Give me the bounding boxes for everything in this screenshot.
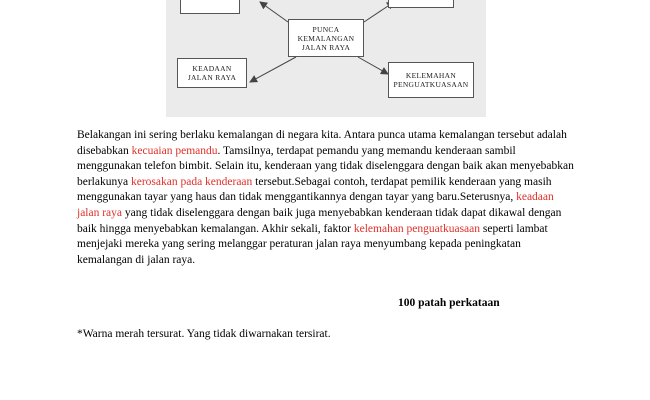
diagram-center-box bbox=[288, 19, 364, 57]
diagram-box-top-right bbox=[388, 0, 454, 8]
essay-paragraph bbox=[77, 128, 577, 268]
essay-segment: seperti lambat menjejaki mereka yang sering melanggar peraturan jalan raya menyumbang kepada peningkatan kemalangan di jalan raya. bbox=[77, 222, 548, 266]
essay-segment: Belakangan ini sering berlaku kemalangan di negara kita. Antara punca utama kemalangan tersebut adalah disebabkan bbox=[77, 129, 567, 157]
highlight-kelemahan-penguatkuasaan: kelemahan penguatkuasaan bbox=[353, 222, 480, 235]
arrow-bottom-left bbox=[250, 57, 296, 82]
bottom-right-line-1: KELEMAHAN bbox=[405, 71, 457, 80]
center-line-3: JALAN RAYA bbox=[301, 42, 351, 52]
diagram-box-kelemahan bbox=[388, 62, 474, 98]
diagram-box-top-left bbox=[180, 0, 240, 14]
arrow-bottom-right bbox=[358, 57, 388, 74]
footnote: *Warna merah tersurat. Yang tidak diwarnakan tersirat. bbox=[77, 328, 331, 340]
highlight-keadaan-jalan-raya: keadaan jalan raya bbox=[77, 191, 554, 219]
center-line-1: PUNCA bbox=[312, 24, 340, 34]
bottom-left-line-1: KEADAAN bbox=[192, 64, 232, 73]
center-line-2: KEMALANGAN bbox=[297, 33, 355, 43]
bottom-right-line-2: PENGUATKUASAAN bbox=[393, 80, 469, 89]
highlight-kerosakan-kenderaan: kerosakan pada kenderaan bbox=[130, 175, 253, 188]
arrow-top-left bbox=[260, 2, 288, 22]
essay-segment: tersebut.Sebagai contoh, terdapat pemilik kenderaan yang masih menggunakan tayar yang haus dan tidak menggantikannya dengan tayar yang baru.Seterusnya, bbox=[77, 175, 552, 204]
diagram-box-keadaan bbox=[177, 58, 247, 88]
word-count: 100 patah perkataan bbox=[398, 297, 500, 309]
mind-map-diagram bbox=[166, 0, 486, 117]
essay-segment: yang tidak diselenggara dengan baik juga menyebabkan kenderaan tidak dapat dikawal dengan baik hingga menyebabkan kemalangan. Akhir sekali, faktor bbox=[77, 206, 562, 235]
essay-segment: . Tamsilnya, terdapat pemandu yang memandu kenderaan sambil menggunakan telefon bimbit. Selain itu, kenderaan yang tidak diselenggara dengan baik akan menyebabkan berlakunya bbox=[77, 144, 574, 188]
highlight-kecuaian-pemandu: kecuaian pemandu bbox=[131, 144, 218, 157]
bottom-left-line-2: JALAN RAYA bbox=[187, 73, 237, 82]
